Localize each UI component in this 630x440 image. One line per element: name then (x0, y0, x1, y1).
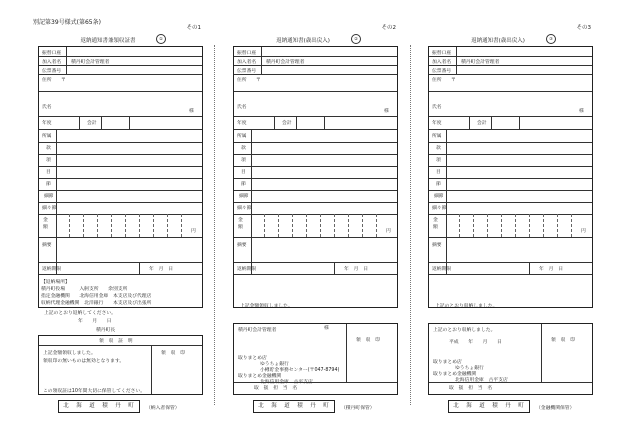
return-place-line: 【返納場所】 (41, 280, 70, 285)
amount-digit-tick (139, 214, 140, 237)
row-line (234, 65, 397, 66)
cell-line (151, 345, 152, 394)
request-date: 年 月 日 (78, 319, 112, 324)
amount-digit-tick (153, 214, 154, 237)
row-line (429, 166, 592, 167)
row-line (39, 142, 202, 143)
amount-digit-tick (111, 214, 112, 237)
receipt-text-2: 領収印の無いものは無効となります。 (43, 359, 125, 364)
row-line (39, 65, 202, 66)
lower-box (428, 323, 593, 395)
keep-party-note: （積丹町保管） (341, 406, 375, 411)
receipt-text: 上記のとおり収納しました。 (433, 328, 496, 333)
sheet-title: 返納通知書(歳出戻入) (471, 38, 525, 44)
payee-value: 積丹町会計管理者 (266, 60, 305, 65)
field-label-moku: 目 (46, 170, 51, 175)
field-label-setsu: 節 (46, 182, 51, 187)
field-label-kou: 項 (241, 158, 246, 163)
amount-digit-tick (348, 214, 349, 237)
row-line (234, 262, 397, 263)
field-label-summary: 摘要 (237, 243, 247, 248)
row-line (429, 274, 592, 275)
cell-line (324, 116, 325, 129)
amount-digit-tick (69, 214, 70, 237)
receipt-text: 上記金額領収しました。 (43, 351, 96, 356)
return-place-line: 積丹町役場 入舸支所 余別支所 (41, 287, 128, 292)
cell-line (334, 262, 335, 274)
copy-mark: ② (351, 34, 361, 44)
field-label-slip: 伝票番号 (42, 69, 62, 74)
amount-digit-tick (515, 214, 516, 237)
deadline-date: 年 月 日 (344, 267, 368, 272)
row-line (39, 56, 202, 57)
field-label-dest: 振替口座 (42, 51, 62, 56)
sheet-number: その3 (576, 25, 591, 31)
receipt-stamp-label: 領 収 印 (551, 338, 575, 343)
clerk-label: 取 扱 担 当 名 (254, 386, 298, 391)
perforation-line (214, 45, 215, 405)
collector-line: 取りまとめ店 (238, 356, 267, 361)
field-label-saisetsu: 細節 (239, 194, 249, 199)
postal-mark: 〒 (451, 78, 456, 83)
receipt-to: 積丹町会計管理者 (238, 328, 277, 333)
row-line (234, 202, 397, 203)
amount-digit-tick (167, 214, 168, 237)
account-label: 会計 (477, 121, 487, 126)
row-line (234, 237, 397, 238)
row-line (234, 56, 397, 57)
row-line (234, 178, 397, 179)
row-line (39, 262, 202, 263)
field-label-amount: 金額 (433, 218, 438, 230)
field-label-name: 氏名 (237, 105, 247, 110)
field-label-setsu: 節 (436, 182, 441, 187)
row-line (429, 91, 592, 92)
cell-line (519, 116, 520, 129)
receipt-header: 領 収 証 明 (99, 339, 133, 344)
field-label-summary: 摘要 (432, 243, 442, 248)
amount-digit-tick (334, 214, 335, 237)
row-line (429, 202, 592, 203)
request-text: 上記のとおり返納してください。 (44, 311, 116, 316)
row-line (39, 190, 202, 191)
perforation-line (410, 45, 411, 405)
field-label-saisetsu: 細節 (434, 194, 444, 199)
municipality-name: 北 海 道 積 丹 町 (58, 400, 140, 413)
sheet-number: その1 (186, 25, 201, 31)
collector-line: 取りまとめ金融機関 (238, 374, 282, 379)
keep-party-note: （納入者保管） (146, 406, 180, 411)
row-line (429, 74, 592, 75)
field-label-name: 氏名 (42, 105, 52, 110)
amount-digit-tick (501, 214, 502, 237)
row-line (234, 154, 397, 155)
receipt-text: 上記金額領収しました。 (240, 304, 293, 309)
row-line (39, 74, 202, 75)
row-line (39, 129, 202, 130)
amount-digit-tick (376, 214, 377, 237)
row-line (429, 178, 592, 179)
row-line (429, 190, 592, 191)
form-box (233, 46, 398, 308)
row-line (429, 262, 592, 263)
field-label-kan: 款 (46, 146, 51, 151)
row-line (234, 91, 397, 92)
account-label: 会計 (87, 121, 97, 126)
cell-line (346, 324, 347, 382)
amount-digit-tick (557, 214, 558, 237)
field-label-deadline: 返納期限 (42, 267, 62, 272)
payee-value: 積丹町会計管理者 (461, 60, 500, 65)
row-line (429, 154, 592, 155)
field-label-moku: 目 (436, 170, 441, 175)
amount-digit-tick (529, 214, 530, 237)
field-label-slip: 伝票番号 (237, 69, 257, 74)
lower-box (233, 323, 398, 395)
field-label-payee: 加入者名 (237, 60, 257, 65)
row-line (429, 214, 592, 215)
collector-line: 小樽貯金事務センター(〒047-8794) (260, 368, 340, 373)
field-label-dept: 所属 (42, 134, 52, 139)
row-line (39, 237, 202, 238)
row-line (234, 129, 397, 130)
deadline-date: 年 月 日 (149, 267, 173, 272)
field-label-amount: 金額 (238, 218, 243, 230)
row-line (429, 237, 592, 238)
cell-line (491, 116, 492, 129)
deadline-date: 年 月 日 (539, 267, 563, 272)
form-box (38, 46, 203, 308)
row-line (39, 154, 202, 155)
row-line (234, 74, 397, 75)
honorific: 様 (579, 109, 584, 114)
field-label-kan: 款 (241, 146, 246, 151)
honorific: 様 (384, 109, 389, 114)
amount-digit-tick (543, 214, 544, 237)
cell-line (274, 116, 275, 129)
amount-digit-tick (181, 214, 182, 237)
field-label-payee: 加入者名 (432, 60, 452, 65)
field-label-saimoku: 細々節 (432, 206, 447, 211)
receipt-text: 上記のとおり収納しました。 (435, 304, 498, 309)
field-label-fiscal: 年度 (432, 121, 442, 126)
row-line (39, 202, 202, 203)
row-line (39, 274, 202, 275)
field-label-summary: 摘要 (42, 243, 52, 248)
label-column-line (251, 129, 252, 274)
yen-label: 円 (191, 229, 196, 234)
return-place-line: 指定金融機関 北海信用金庫 本支店及び代理店 (41, 294, 152, 299)
row-line (39, 214, 202, 215)
payee-value: 積丹町会計管理者 (71, 60, 110, 65)
amount-digit-tick (278, 214, 279, 237)
field-label-moku: 目 (241, 170, 246, 175)
lower-box (38, 335, 203, 395)
sheet-title: 返納通知書兼領収証書 (80, 38, 136, 44)
field-label-kan: 款 (436, 146, 441, 151)
field-label-dept: 所属 (237, 134, 247, 139)
label-column-line (446, 129, 447, 274)
keep-party-note: （金融機関保管） (536, 406, 575, 411)
field-label-fiscal: 年度 (237, 121, 247, 126)
amount-digit-tick (362, 214, 363, 237)
receipt-date: 平成 年 月 日 (449, 340, 502, 345)
clerk-label: 取 扱 担 当 名 (449, 386, 493, 391)
form-box (428, 46, 593, 308)
cell-line (541, 324, 542, 382)
row-line (429, 56, 592, 57)
row-line (429, 142, 592, 143)
issuer-name: 積丹町長 (96, 328, 116, 333)
field-label-deadline: 返納期限 (237, 267, 257, 272)
field-label-payee: 加入者名 (42, 60, 62, 65)
postal-mark: 〒 (256, 78, 261, 83)
row-line (234, 142, 397, 143)
municipality-name: 北 海 道 積 丹 町 (253, 400, 335, 413)
return-place-line: 収納代理金融機関 北洋銀行 本支店及び出張所 (41, 301, 152, 306)
row-line (429, 65, 592, 66)
collector-line: ゆうちょ銀行 (455, 366, 484, 371)
row-line (39, 91, 202, 92)
cell-line (469, 116, 470, 129)
field-label-dest: 振替口座 (237, 51, 257, 56)
amount-digit-tick (306, 214, 307, 237)
row-line (429, 129, 592, 130)
field-label-kou: 項 (436, 158, 441, 163)
copy-mark: ③ (546, 34, 556, 44)
sheet-number: その2 (381, 25, 396, 31)
collector-line: 北海信用金庫 古平支店 (455, 378, 508, 383)
label-column-line (66, 47, 67, 74)
field-label-saimoku: 細々節 (42, 206, 57, 211)
municipality-name: 北 海 道 積 丹 町 (448, 400, 530, 413)
postal-mark: 〒 (61, 78, 66, 83)
row-line (39, 178, 202, 179)
row-line (234, 214, 397, 215)
collector-line: ゆうちょ銀行 (260, 362, 289, 367)
amount-digit-tick (125, 214, 126, 237)
yen-label: 円 (581, 229, 586, 234)
field-label-address: 住所 (432, 78, 442, 83)
field-label-address: 住所 (42, 78, 52, 83)
field-label-fiscal: 年度 (42, 121, 52, 126)
amount-digit-tick (571, 214, 572, 237)
row-line (39, 345, 202, 346)
amount-digit-tick (97, 214, 98, 237)
row-line (429, 382, 592, 383)
row-line (234, 166, 397, 167)
form-number-label: 別記第39号様式(第65条) (33, 19, 101, 26)
field-label-setsu: 節 (241, 182, 246, 187)
row-line (234, 190, 397, 191)
amount-digit-tick (487, 214, 488, 237)
receipt-stamp-label: 領 収 印 (161, 351, 185, 356)
row-line (234, 116, 397, 117)
collector-line: 取りまとめ店 (433, 360, 462, 365)
row-line (234, 274, 397, 275)
amount-digit-tick (292, 214, 293, 237)
cell-line (129, 116, 130, 129)
field-label-address: 住所 (237, 78, 247, 83)
amount-digit-tick (83, 214, 84, 237)
field-label-amount: 金額 (43, 218, 48, 230)
sheet-title: 返納通知書(歳出戻入) (276, 38, 330, 44)
label-column-line (456, 47, 457, 74)
amount-digit-tick (473, 214, 474, 237)
field-label-saimoku: 細々節 (237, 206, 252, 211)
label-column-line (261, 47, 262, 74)
honorific-2: 様 (324, 326, 329, 331)
amount-digit-tick (264, 214, 265, 237)
field-label-kou: 項 (46, 158, 51, 163)
collector-line: 北海信用金庫 古平支店 (260, 380, 313, 385)
row-line (429, 116, 592, 117)
account-label: 会計 (282, 121, 292, 126)
cell-line (296, 116, 297, 129)
row-line (39, 166, 202, 167)
field-label-dept: 所属 (432, 134, 442, 139)
field-label-saisetsu: 細節 (44, 194, 54, 199)
amount-digit-tick (320, 214, 321, 237)
honorific: 様 (189, 109, 194, 114)
field-label-name: 氏名 (432, 105, 442, 110)
row-line (234, 382, 397, 383)
field-label-dest: 振替口座 (432, 51, 452, 56)
cell-line (139, 262, 140, 274)
collector-line: 取りまとめ金融機関 (433, 372, 477, 377)
cell-line (79, 116, 80, 129)
field-label-slip: 伝票番号 (432, 69, 452, 74)
row-line (39, 116, 202, 117)
cell-line (101, 116, 102, 129)
yen-label: 円 (386, 229, 391, 234)
amount-digit-tick (459, 214, 460, 237)
label-column-line (56, 129, 57, 274)
receipt-stamp-label: 領 収 印 (356, 338, 380, 343)
copy-mark: ① (156, 34, 166, 44)
keep-note: この領収証は10年間大切に保管してください。 (43, 389, 146, 394)
field-label-deadline: 返納期限 (432, 267, 452, 272)
cell-line (529, 262, 530, 274)
